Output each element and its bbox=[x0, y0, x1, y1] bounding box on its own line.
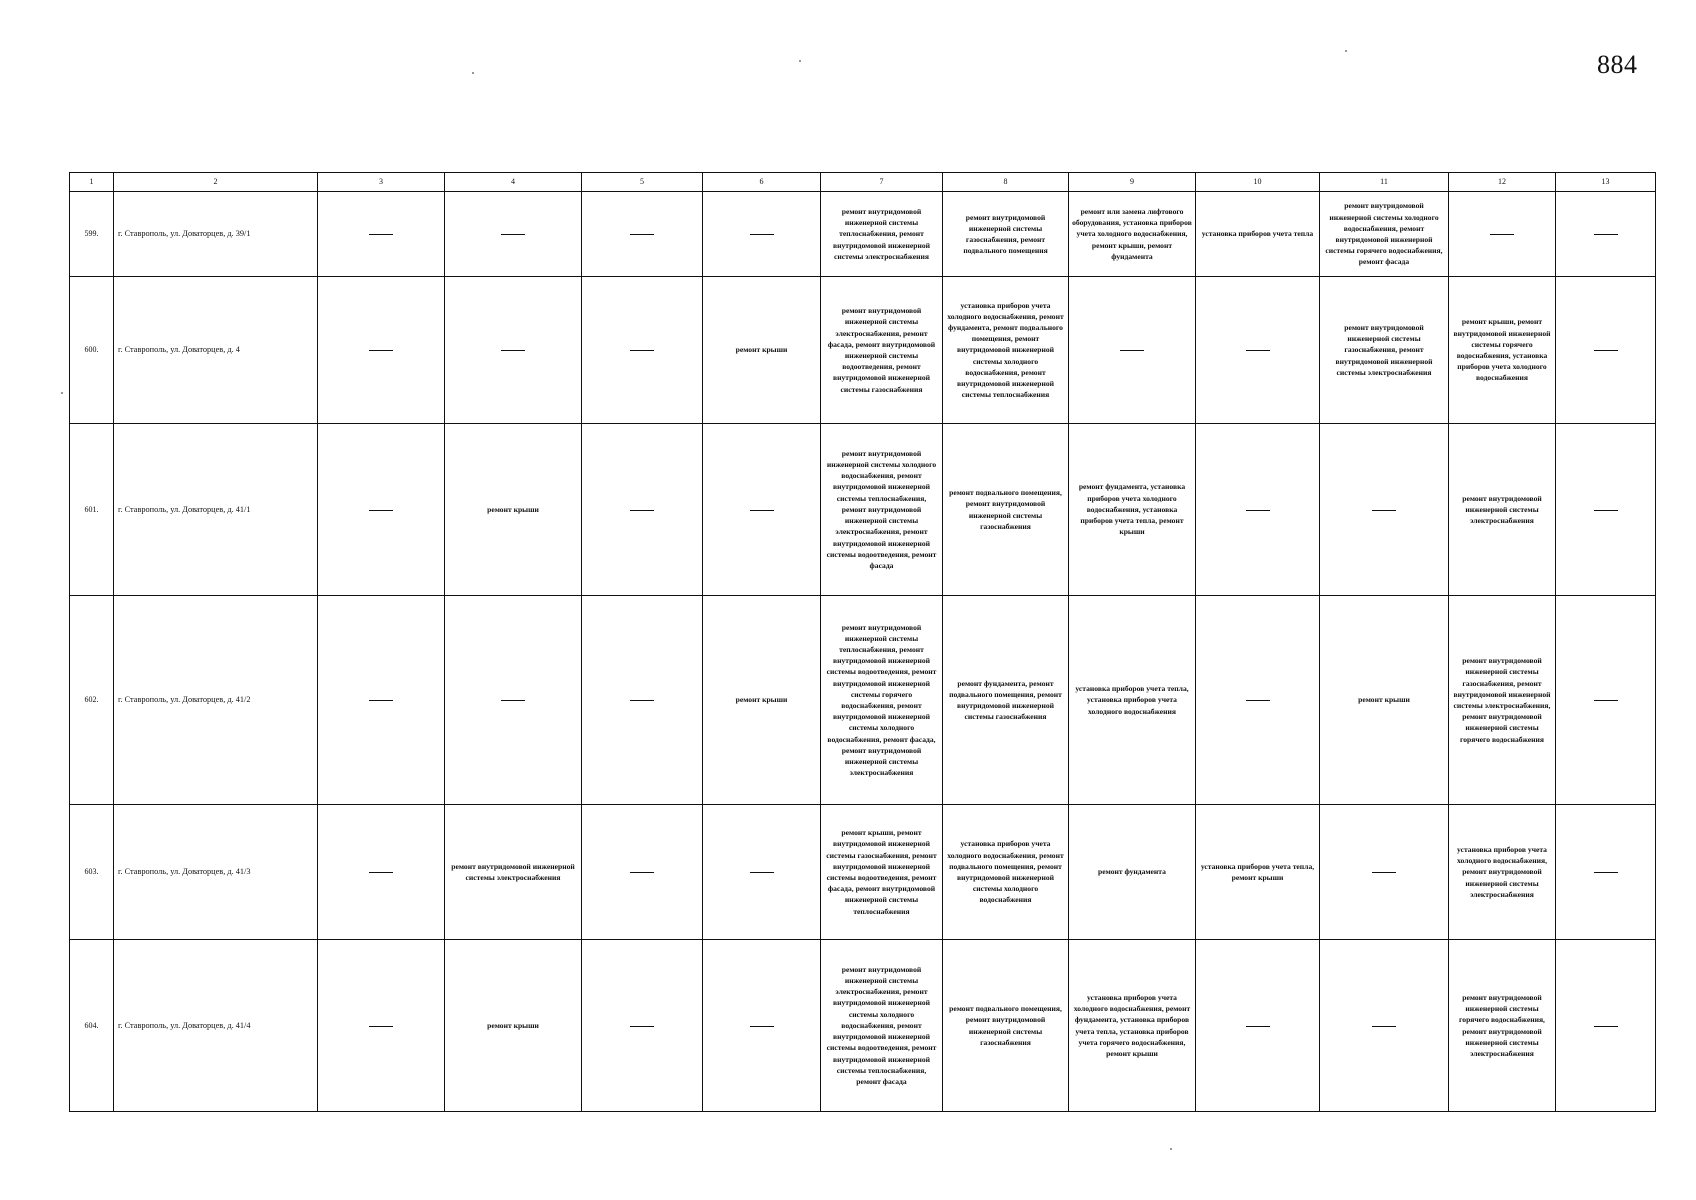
dash-mark bbox=[501, 700, 525, 701]
dash-mark bbox=[1594, 510, 1618, 511]
page-number: 884 bbox=[1597, 50, 1638, 79]
empty-dash-cell bbox=[703, 805, 821, 940]
work-type-cell-7: ремонт крыши, ремонт внутридомовой инженерной системы газоснабжения, ремонт внутридомовой инженерной системы водоотведения, ремонт фасада, ремонт внутридомовой инженерной системы теплоснабжения bbox=[821, 805, 943, 940]
work-type-cell-9: ремонт фундамента bbox=[1069, 805, 1196, 940]
dash-mark bbox=[1594, 872, 1618, 873]
dash-mark bbox=[369, 234, 393, 235]
empty-dash-cell bbox=[1556, 192, 1656, 277]
work-type-cell-4: ремонт крыши bbox=[445, 940, 582, 1112]
row-number: 599. bbox=[70, 192, 114, 277]
address-cell: г. Ставрополь, ул. Доваторцев, д. 41/3 bbox=[114, 805, 318, 940]
column-header: 7 bbox=[821, 173, 943, 192]
work-type-cell-11: ремонт крыши bbox=[1320, 596, 1449, 805]
empty-dash-cell bbox=[1196, 277, 1320, 424]
empty-dash-cell bbox=[1556, 424, 1656, 596]
empty-dash-cell bbox=[1449, 192, 1556, 277]
column-header: 13 bbox=[1556, 173, 1656, 192]
work-type-cell-6: ремонт крыши bbox=[703, 277, 821, 424]
table-row bbox=[70, 940, 1656, 1112]
scan-speck bbox=[61, 392, 63, 394]
empty-dash-cell bbox=[582, 596, 703, 805]
empty-dash-cell bbox=[1196, 596, 1320, 805]
work-type-cell-8: ремонт подвального помещения, ремонт внутридомовой инженерной системы газоснабжения bbox=[943, 940, 1069, 1112]
dash-mark bbox=[501, 234, 525, 235]
empty-dash-cell bbox=[318, 805, 445, 940]
dash-mark bbox=[501, 350, 525, 351]
empty-dash-cell bbox=[582, 192, 703, 277]
dash-mark bbox=[750, 234, 774, 235]
column-header: 12 bbox=[1449, 173, 1556, 192]
scan-speck bbox=[472, 72, 474, 74]
work-type-cell-4: ремонт внутридомовой инженерной системы электроснабжения bbox=[445, 805, 582, 940]
address-cell: г. Ставрополь, ул. Доваторцев, д. 4 bbox=[114, 277, 318, 424]
dash-mark bbox=[630, 234, 654, 235]
table-row bbox=[70, 805, 1656, 940]
empty-dash-cell bbox=[1320, 424, 1449, 596]
empty-dash-cell bbox=[1196, 940, 1320, 1112]
dash-mark bbox=[750, 510, 774, 511]
row-number: 600. bbox=[70, 277, 114, 424]
empty-dash-cell bbox=[318, 277, 445, 424]
table-row bbox=[70, 424, 1656, 596]
empty-dash-cell bbox=[1069, 277, 1196, 424]
address-cell: г. Ставрополь, ул. Доваторцев, д. 39/1 bbox=[114, 192, 318, 277]
empty-dash-cell bbox=[703, 940, 821, 1112]
work-type-cell-6: ремонт крыши bbox=[703, 596, 821, 805]
column-header: 6 bbox=[703, 173, 821, 192]
work-type-cell-7: ремонт внутридомовой инженерной системы холодного водоснабжения, ремонт внутридомовой инженерной системы теплоснабжения, ремонт внутридомовой инженерной системы электроснабжения, ремонт внутридомовой инженерной системы водоотведения, ремонт фасада bbox=[821, 424, 943, 596]
column-header: 11 bbox=[1320, 173, 1449, 192]
dash-mark bbox=[369, 510, 393, 511]
empty-dash-cell bbox=[1556, 805, 1656, 940]
work-type-cell-4: ремонт крыши bbox=[445, 424, 582, 596]
work-type-cell-12: ремонт внутридомовой инженерной системы газоснабжения, ремонт внутридомовой инженерной системы электроснабжения, ремонт внутридомовой инженерной системы горячего водоснабжения bbox=[1449, 596, 1556, 805]
empty-dash-cell bbox=[582, 805, 703, 940]
dash-mark bbox=[1246, 1026, 1270, 1027]
work-type-cell-10: установка приборов учета тепла bbox=[1196, 192, 1320, 277]
dash-mark bbox=[1246, 350, 1270, 351]
column-header: 8 bbox=[943, 173, 1069, 192]
work-type-cell-7: ремонт внутридомовой инженерной системы электроснабжения, ремонт фасада, ремонт внутридомовой инженерной системы водоотведения, ремонт внутридомовой инженерной системы газоснабжения bbox=[821, 277, 943, 424]
empty-dash-cell bbox=[318, 192, 445, 277]
empty-dash-cell bbox=[582, 424, 703, 596]
empty-dash-cell bbox=[1556, 277, 1656, 424]
dash-mark bbox=[630, 700, 654, 701]
table-row bbox=[70, 596, 1656, 805]
row-number: 603. bbox=[70, 805, 114, 940]
work-type-cell-7: ремонт внутридомовой инженерной системы теплоснабжения, ремонт внутридомовой инженерной системы водоотведения, ремонт внутридомовой инженерной системы горячего водоснабжения, ремонт внутридомовой инженерной системы холодного водоснабжения, ремонт фасада, ремонт внутридомовой инженерной системы электроснабжения bbox=[821, 596, 943, 805]
address-cell: г. Ставрополь, ул. Доваторцев, д. 41/1 bbox=[114, 424, 318, 596]
column-header: 2 bbox=[114, 173, 318, 192]
empty-dash-cell bbox=[1196, 424, 1320, 596]
work-type-cell-11: ремонт внутридомовой инженерной системы холодного водоснабжения, ремонт внутридомовой инженерной системы горячего водоснабжения, ремонт фасада bbox=[1320, 192, 1449, 277]
dash-mark bbox=[1246, 700, 1270, 701]
empty-dash-cell bbox=[318, 424, 445, 596]
address-cell: г. Ставрополь, ул. Доваторцев, д. 41/4 bbox=[114, 940, 318, 1112]
dash-mark bbox=[1120, 350, 1144, 351]
dash-mark bbox=[630, 1026, 654, 1027]
scan-speck bbox=[1170, 1148, 1172, 1150]
address-cell: г. Ставрополь, ул. Доваторцев, д. 41/2 bbox=[114, 596, 318, 805]
table-row bbox=[70, 192, 1656, 277]
column-header: 3 bbox=[318, 173, 445, 192]
column-header: 10 bbox=[1196, 173, 1320, 192]
empty-dash-cell bbox=[1320, 940, 1449, 1112]
work-type-cell-8: установка приборов учета холодного водоснабжения, ремонт фундамента, ремонт подвального помещения, ремонт внутридомовой инженерной системы холодного водоснабжения, ремонт внутридомовой инженерной системы теплоснабжения bbox=[943, 277, 1069, 424]
dash-mark bbox=[1490, 234, 1514, 235]
dash-mark bbox=[1594, 350, 1618, 351]
dash-mark bbox=[1372, 1026, 1396, 1027]
column-header: 4 bbox=[445, 173, 582, 192]
empty-dash-cell bbox=[318, 596, 445, 805]
work-type-cell-7: ремонт внутридомовой инженерной системы электроснабжения, ремонт внутридомовой инженерной системы холодного водоснабжения, ремонт внутридомовой инженерной системы водоотведения, ремонт внутридомовой инженерной системы теплоснабжения, ремонт фасада bbox=[821, 940, 943, 1112]
empty-dash-cell bbox=[703, 424, 821, 596]
work-type-cell-12: ремонт внутридомовой инженерной системы электроснабжения bbox=[1449, 424, 1556, 596]
work-type-cell-7: ремонт внутридомовой инженерной системы теплоснабжения, ремонт внутридомовой инженерной системы электроснабжения bbox=[821, 192, 943, 277]
work-type-cell-8: установка приборов учета холодного водоснабжения, ремонт подвального помещения, ремонт внутридомовой инженерной системы холодного водоснабжения bbox=[943, 805, 1069, 940]
empty-dash-cell bbox=[582, 277, 703, 424]
work-type-cell-10: установка приборов учета тепла, ремонт крыши bbox=[1196, 805, 1320, 940]
capital-repair-table bbox=[69, 172, 1656, 1112]
work-type-cell-12: ремонт внутридомовой инженерной системы горячего водоснабжения, ремонт внутридомовой инженерной системы электроснабжения bbox=[1449, 940, 1556, 1112]
dash-mark bbox=[369, 700, 393, 701]
scan-speck bbox=[799, 60, 801, 62]
dash-mark bbox=[369, 1026, 393, 1027]
work-type-cell-11: ремонт внутридомовой инженерной системы газоснабжения, ремонт внутридомовой инженерной системы электроснабжения bbox=[1320, 277, 1449, 424]
column-header: 1 bbox=[70, 173, 114, 192]
work-type-cell-9: установка приборов учета холодного водоснабжения, ремонт фундамента, установка приборов учета тепла, установка приборов учета горячего водоснабжения, ремонт крыши bbox=[1069, 940, 1196, 1112]
empty-dash-cell bbox=[703, 192, 821, 277]
empty-dash-cell bbox=[445, 596, 582, 805]
empty-dash-cell bbox=[318, 940, 445, 1112]
dash-mark bbox=[369, 350, 393, 351]
work-type-cell-9: ремонт фундамента, установка приборов учета холодного водоснабжения, установка приборов учета тепла, ремонт крыши bbox=[1069, 424, 1196, 596]
empty-dash-cell bbox=[1556, 940, 1656, 1112]
dash-mark bbox=[369, 872, 393, 873]
table-row bbox=[70, 277, 1656, 424]
scan-speck bbox=[1345, 50, 1347, 52]
dash-mark bbox=[1594, 234, 1618, 235]
row-number: 601. bbox=[70, 424, 114, 596]
empty-dash-cell bbox=[1556, 596, 1656, 805]
dash-mark bbox=[750, 1026, 774, 1027]
dash-mark bbox=[630, 872, 654, 873]
work-type-cell-8: ремонт фундамента, ремонт подвального помещения, ремонт внутридомовой инженерной системы газоснабжения bbox=[943, 596, 1069, 805]
work-type-cell-8: ремонт внутридомовой инженерной системы газоснабжения, ремонт подвального помещения bbox=[943, 192, 1069, 277]
dash-mark bbox=[1246, 510, 1270, 511]
empty-dash-cell bbox=[1320, 805, 1449, 940]
empty-dash-cell bbox=[582, 940, 703, 1112]
row-number: 602. bbox=[70, 596, 114, 805]
work-type-cell-12: ремонт крыши, ремонт внутридомовой инженерной системы горячего водоснабжения, установка приборов учета холодного водоснабжения bbox=[1449, 277, 1556, 424]
dash-mark bbox=[750, 872, 774, 873]
empty-dash-cell bbox=[445, 192, 582, 277]
work-type-cell-9: установка приборов учета тепла, установка приборов учета холодного водоснабжения bbox=[1069, 596, 1196, 805]
empty-dash-cell bbox=[445, 277, 582, 424]
dash-mark bbox=[630, 510, 654, 511]
dash-mark bbox=[1372, 872, 1396, 873]
column-header: 9 bbox=[1069, 173, 1196, 192]
dash-mark bbox=[1594, 700, 1618, 701]
dash-mark bbox=[630, 350, 654, 351]
column-number-row bbox=[70, 173, 1656, 192]
work-type-cell-8: ремонт подвального помещения, ремонт внутридомовой инженерной системы газоснабжения bbox=[943, 424, 1069, 596]
row-number: 604. bbox=[70, 940, 114, 1112]
dash-mark bbox=[1372, 510, 1396, 511]
dash-mark bbox=[1594, 1026, 1618, 1027]
work-type-cell-9: ремонт или замена лифтового оборудования, установка приборов учета холодного водоснабжения, ремонт крыши, ремонт фундамента bbox=[1069, 192, 1196, 277]
work-type-cell-12: установка приборов учета холодного водоснабжения, ремонт внутридомовой инженерной системы электроснабжения bbox=[1449, 805, 1556, 940]
column-header: 5 bbox=[582, 173, 703, 192]
